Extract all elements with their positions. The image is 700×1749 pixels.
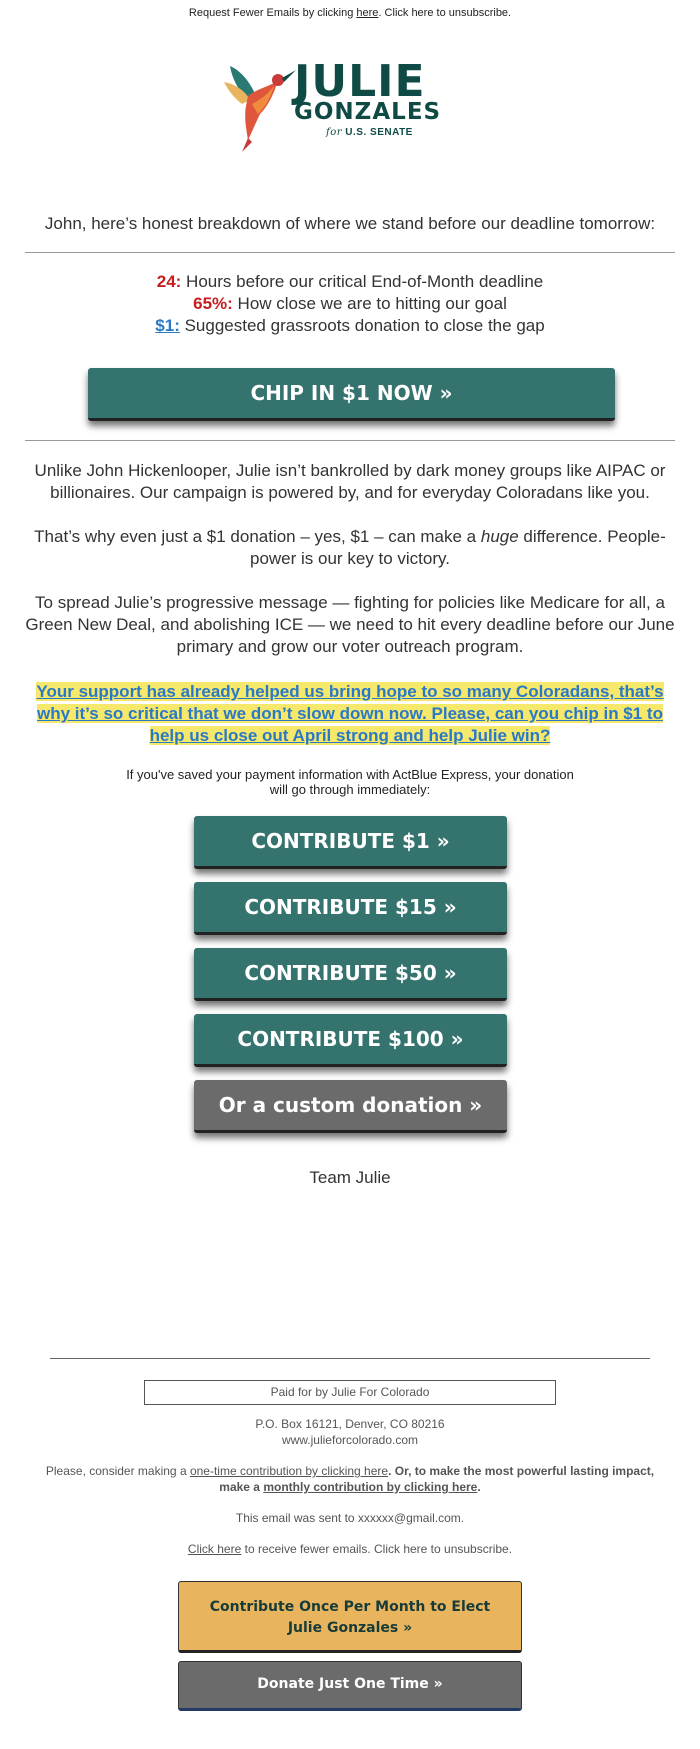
fewer-emails-link[interactable]: here [356,7,379,19]
contribute-15-button[interactable]: CONTRIBUTE $15 » [194,882,507,935]
contribute-1-button[interactable]: CONTRIBUTE $1 » [194,816,507,869]
campaign-logo [222,58,492,158]
stat-value: 65%: [193,294,233,313]
sent-to: This email was sent to xxxxxx@gmail.com. [235,1511,465,1525]
footer-consider: Please, consider making a one-time contribution by clicking here. Or, to make the most powerful lasting impact, make a monthly contribution by clicking here. [45,1464,655,1494]
unsubscribe-text[interactable]: . Click here to unsubscribe. [378,7,512,19]
intro-text: John, here’s honest breakdown of where we stand before our deadline tomorrow: [44,214,656,233]
stat-text: Suggested grassroots donation to close the gap [179,316,545,335]
footer-unsubscribe: Click here to receive fewer emails. Click here to unsubscribe. [187,1542,513,1556]
address-line: P.O. Box 16121, Denver, CO 80216 [255,1417,445,1431]
monthly-contribution-button[interactable]: Contribute Once Per Month to Elect Julie Gonzales » [178,1581,522,1653]
divider [25,440,675,441]
paragraph-1: Unlike John Hickenlooper, Julie isn’t bankrolled by dark money groups like AIPAC or billionaires. Our campaign is powered by, and for everyday Coloradans like you. [34,461,666,502]
logo-name-line1: JULIE [294,56,426,107]
logo-office: for U.S. SENATE [326,127,413,138]
stat-value-link[interactable]: $1: [155,316,180,335]
divider [25,252,675,253]
paragraph-3: To spread Julie’s progressive message — fighting for policies like Medicare for all, a Green New Deal, and abolishing ICE — we need to hit every deadline before our June primary and grow our voter outreach program. [25,593,675,656]
stat-text: Hours before our critical End-of-Month deadline [181,272,544,291]
signoff: Team Julie [309,1168,391,1187]
logo-name-line2: GONZALES [294,99,442,125]
chip-in-button[interactable]: CHIP IN $1 NOW » [88,368,615,421]
highlight-cta[interactable] [25,681,675,747]
one-time-link[interactable]: one-time contribution by clicking here [189,1464,389,1478]
preheader-text: Request Fewer Emails by clicking [188,7,357,19]
stat-row [0,315,700,337]
stat-text: How close we are to hitting our goal [232,294,507,313]
contribute-100-button[interactable]: CONTRIBUTE $100 » [194,1014,507,1067]
footer-divider [50,1358,650,1359]
fewer-emails-footer-link[interactable]: Click here [187,1542,242,1556]
stat-row [0,293,700,315]
one-time-donation-button[interactable]: Donate Just One Time » [178,1661,522,1711]
hummingbird-icon [222,60,296,152]
stat-row [0,271,700,293]
stats-block [0,271,700,337]
header-preheader [0,7,700,19]
highlight-link[interactable]: Your support has already helped us bring hope to so many Coloradans, that’s why it’s so critical that we don’t slow down now. Please, can you chip in $1 to help us close out April strong and help Julie win? [36,682,664,745]
custom-donation-button[interactable]: Or a custom donation » [194,1080,507,1133]
contribute-50-button[interactable]: CONTRIBUTE $50 » [194,948,507,1001]
paid-for-by: Paid for by Julie For Colorado [144,1380,556,1405]
footer-address [40,1416,660,1448]
stat-value: 24: [156,272,182,291]
monthly-link[interactable]: monthly contribution by clicking here [263,1480,478,1494]
website-line[interactable]: www.julieforcolorado.com [281,1433,419,1447]
actblue-note: If you've saved your payment information with ActBlue Express, your donation will go through immediately: [126,767,574,797]
paragraph-2: That’s why even just a $1 donation – yes, $1 – can make a huge difference. People-power is our key to victory. [34,527,666,568]
